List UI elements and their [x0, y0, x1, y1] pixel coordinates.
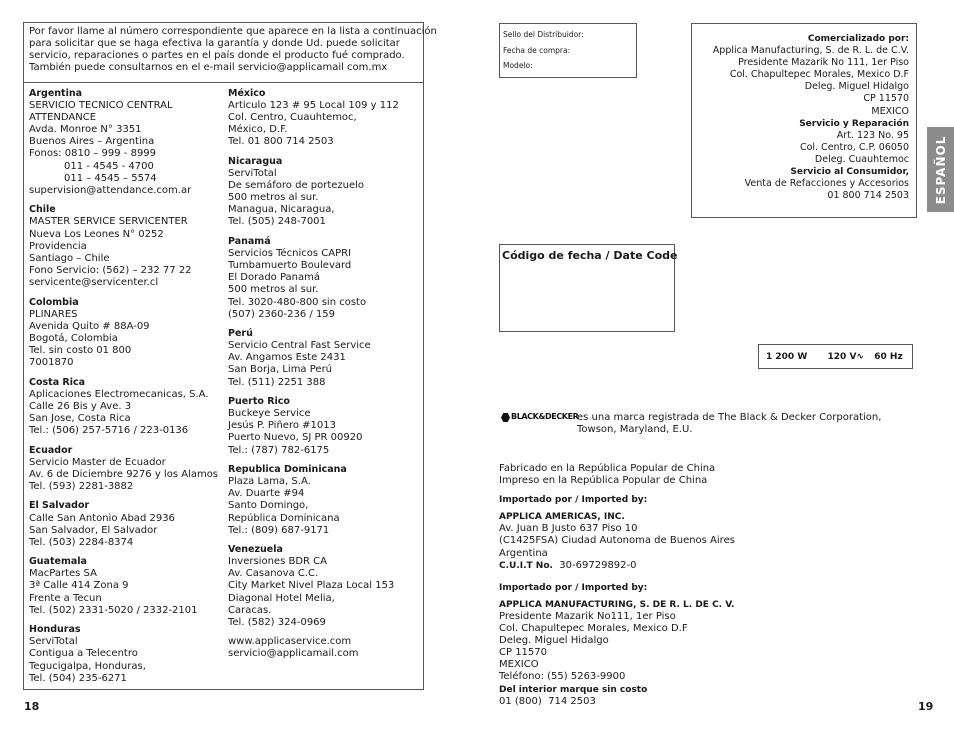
service-center-entry	[228, 236, 423, 321]
importer2-address: Deleg. Miguel Hidalgo	[499, 635, 609, 647]
service-center-line: Caracas.	[228, 604, 272, 616]
commercializer-line: CP 11570	[863, 93, 909, 105]
country-heading: El Salvador	[29, 500, 90, 512]
service-center-entry	[228, 156, 423, 229]
service-center-line: Servicios Técnicos CAPRI	[228, 248, 352, 260]
service-center-line: Col. Centro, Cuauhtemoc,	[228, 112, 357, 124]
service-center-line: Tel. sin costo 01 800	[29, 344, 132, 356]
importer2-address: MEXICO	[499, 659, 539, 671]
service-center-line: El Dorado Panamá	[228, 272, 321, 284]
service-center-entry	[29, 204, 224, 289]
importer1-address: Av. Juan B Justo 637 Piso 10	[499, 523, 638, 535]
service-center-line: Tel. (511) 2251 388	[228, 376, 326, 388]
service-center-line: México, D.F.	[228, 124, 288, 136]
commercializer-line: Venta de Refacciones y Accesorios	[744, 178, 909, 190]
service-center-line: Nueva Los Leones N° 0252	[29, 228, 164, 240]
service-center-line: Calle 26 Bis y Ave. 3	[29, 400, 132, 412]
page-number-left: 18	[24, 700, 40, 713]
commercializer-line: Applica Manufacturing, S. de R. L. de C.V.	[712, 45, 909, 57]
service-center-entry	[228, 396, 423, 456]
importer2-label: Importado por / Imported by:	[499, 582, 648, 593]
service-center-line: Tel. (505) 248-7001	[228, 216, 326, 228]
importer2-address: CP 11570	[499, 647, 548, 659]
service-center-line: ATTENDANCE	[29, 112, 97, 124]
service-center-line: Tel. (593) 2281-3882	[29, 480, 134, 492]
service-center-line: San Jose, Costa Rica	[29, 412, 131, 424]
country-heading: Argentina	[29, 88, 83, 99]
service-center-line: Inversiones BDR CA	[228, 556, 327, 568]
service-center-entry	[29, 445, 224, 493]
made-in-line: Fabricado en la República Popular de China	[499, 463, 716, 474]
service-center-entry	[228, 88, 423, 148]
commercializer-line: Col. Centro, C.P. 06050	[799, 141, 909, 153]
intro-divider	[23, 82, 424, 83]
service-center-entry	[29, 500, 224, 548]
service-center-entry	[29, 297, 224, 370]
service-center-line: San Borja, Lima Perú	[228, 364, 333, 376]
importer1-name: APPLICA AMERICAS, INC.	[499, 512, 625, 523]
service-center-line: Avenida Quito # 88A-09	[29, 320, 150, 332]
intro-line: También puede consultarnos en el e-mail servicio@applicamail com.mx	[29, 62, 388, 74]
service-center-line: Plaza Lama, S.A.	[228, 476, 311, 488]
service-center-line: Fonos: 0810 – 999 - 8999	[29, 148, 157, 160]
service-center-line: (507) 2360-236 / 159	[228, 308, 336, 320]
country-heading: Perú	[228, 328, 253, 340]
service-center-line: Aplicaciones Electromecanicas, S.A.	[29, 388, 209, 400]
service-list-middle-column	[228, 88, 423, 661]
country-heading: Ecuador	[29, 444, 73, 456]
service-center-line: De semáforo de portezuelo	[228, 180, 365, 192]
country-heading: Panamá	[228, 236, 271, 248]
dealer-stamp-label: Sello del Distribuidor:	[503, 30, 584, 39]
brand-logo-text: BLACK&DECKER	[511, 412, 579, 422]
importer2-address: Presidente Mazarik No111, 1er Piso	[499, 610, 676, 622]
toll-free-label: Del interior marque sin costo	[499, 684, 648, 695]
service-center-line: Tel.: (809) 687-9171	[228, 524, 330, 536]
rating-watts: 1 200 W	[766, 352, 808, 362]
rating-hz: 60 Hz	[874, 352, 903, 362]
service-center-line: PLINARES	[29, 308, 78, 320]
service-center-line: 500 metros al sur.	[228, 284, 319, 296]
service-center-line: Tel.: (506) 257-5716 / 223-0136	[29, 424, 189, 436]
intro-line: Por favor llame al número correspondiente que aparece en la lista a continuación	[29, 26, 437, 37]
black-decker-logo	[501, 412, 578, 423]
service-center-line: ServiTotal	[29, 636, 78, 648]
importer1-address: Argentina	[499, 547, 548, 559]
country-heading: Republica Dominicana	[228, 464, 347, 476]
service-center-entry	[228, 544, 423, 629]
service-center-line: Diagonal Hotel Melia,	[228, 592, 335, 604]
service-center-line: Buckeye Service	[228, 408, 311, 420]
service-center-line: Jesús P. Piñero #1013	[228, 420, 336, 432]
service-center-entry	[29, 624, 224, 684]
service-list-left-column	[29, 88, 224, 692]
service-center-line: Tel. (502) 2331-5020 / 2332-2101	[29, 604, 198, 616]
service-center-line: Santiago – Chile	[29, 252, 110, 264]
commercializer-heading: Servicio al Consumidor,	[790, 167, 909, 178]
service-center-line: Puerto Nuevo, SJ PR 00920	[228, 432, 363, 444]
country-heading: México	[228, 88, 266, 99]
cuit-line	[499, 560, 879, 572]
language-tab-label: ESPAÑOL	[933, 135, 948, 204]
service-center-line: Bogotá, Colombia	[29, 332, 118, 344]
commercializer-heading: Comercializado por:	[807, 34, 909, 44]
country-heading: Puerto Rico	[228, 396, 290, 408]
service-center-line: 3ª Calle 414 Zona 9	[29, 580, 129, 592]
service-center-line: 011 - 4545 - 4700	[29, 160, 154, 172]
dealer-stamp-fields	[503, 27, 584, 74]
commercializer-line: Deleg. Miguel Hidalgo	[804, 81, 909, 93]
service-center-line: Av. Duarte #94	[228, 488, 305, 500]
service-center-line: Tumbamuerto Boulevard	[228, 260, 352, 272]
service-center-line: 7001870	[29, 356, 74, 368]
service-center-line: MacPartes SA	[29, 568, 97, 580]
cuit-label: C.U.I.T No.	[499, 560, 553, 571]
service-center-line: República Dominicana	[228, 512, 340, 524]
ac-symbol-icon: ∿	[856, 352, 864, 362]
service-center-line: Tel. (503) 2284-8374	[29, 536, 134, 548]
language-tab	[927, 127, 954, 212]
email-link[interactable]: servicio@applicamail.com	[228, 648, 359, 660]
service-center-line: Servicio Master de Ecuador	[29, 456, 166, 468]
commercializer-line: 01 800 714 2503	[827, 190, 909, 202]
service-center-line: Articulo 123 # 95 Local 109 y 112	[228, 100, 399, 112]
service-center-line: 011 – 4545 – 5574	[29, 172, 157, 184]
service-center-entry	[29, 377, 224, 437]
importer2-phone: Teléfono: (55) 5263-9900	[499, 671, 626, 683]
service-center-line: servicente@servicenter.cl	[29, 276, 159, 288]
model-label: Modelo:	[503, 61, 533, 70]
service-center-line: SERVICIO TECNICO CENTRAL	[29, 100, 173, 112]
service-center-line: Providencia	[29, 240, 87, 252]
commercializer-line: Col. Chapultepec Morales, Mexico D.F	[729, 69, 909, 81]
service-center-line: San Salvador, El Salvador	[29, 524, 158, 536]
service-center-line: Buenos Aires – Argentina	[29, 136, 155, 148]
country-heading: Honduras	[29, 624, 81, 636]
service-center-line: Santo Domingo,	[228, 500, 309, 512]
date-code-label: Código de fecha / Date Code	[502, 249, 678, 262]
service-center-line: Av. 6 de Diciembre 9276 y los Alamos	[29, 468, 219, 480]
service-center-entry	[29, 556, 224, 616]
rating-volts: 120 V	[827, 352, 857, 362]
website-link[interactable]: www.applicaservice.com	[228, 636, 352, 648]
commercializer-line: Presidente Mazarik No 111, 1er Piso	[738, 57, 909, 69]
toll-free-phone: 01 (800) 714 2503	[499, 695, 596, 707]
service-center-line: Tel. 3020-480-800 sin costo	[228, 296, 367, 308]
service-center-line: Tel.: (787) 782-6175	[228, 444, 330, 456]
service-center-line: Managua, Nicaragua,	[228, 204, 335, 216]
trademark-line: Towson, Maryland, E.U.	[577, 424, 693, 436]
service-center-line: Calle San Antonio Abad 2936	[29, 512, 175, 524]
country-heading: Chile	[29, 204, 56, 216]
service-center-line: Frente a Tecun	[29, 592, 102, 604]
service-center-entry	[29, 88, 224, 197]
commercializer-line: Deleg. Cuauhtemoc	[814, 153, 909, 165]
commercializer-line: MEXICO	[871, 105, 909, 117]
service-center-line: Tel. (504) 235-6271	[29, 672, 127, 684]
intro-paragraph	[29, 26, 437, 74]
service-center-line: Contigua a Telecentro	[29, 648, 138, 660]
service-center-line: Servicio Central Fast Service	[228, 340, 371, 352]
commercializer-heading: Servicio y Reparación	[799, 118, 909, 129]
printed-in-line: Impreso en la República Popular de China	[499, 475, 708, 487]
importer2-name: APPLICA MANUFACTURING, S. DE R. L. DE C. V.	[499, 599, 735, 610]
rating-values	[766, 351, 903, 363]
service-center-line: Av. Casanova C.C.	[228, 568, 319, 580]
country-heading: Costa Rica	[29, 376, 86, 388]
intro-line: servicio, reparaciones o partes en el país donde el producto fué comprado.	[29, 50, 405, 62]
importer1-label: Importado por / Imported by:	[499, 495, 648, 506]
service-center-line: Av. Angamos Este 2431	[228, 352, 346, 364]
commercializer-line: Art. 123 No. 95	[836, 129, 909, 141]
purchase-date-label: Fecha de compra:	[503, 45, 571, 55]
page-number-right: 19	[918, 700, 934, 713]
country-heading: Guatemala	[29, 556, 87, 568]
intro-line: para solicitar que se haga efectiva la garantía y donde Ud. puede solicitar	[29, 38, 400, 50]
service-center-entry	[228, 328, 423, 388]
country-heading: Venezuela	[228, 544, 283, 556]
importer2-address: Col. Chapultepec Morales, Mexico D.F	[499, 623, 688, 635]
service-center-line: Avda. Monroe N° 3351	[29, 124, 142, 136]
service-center-line: 500 metros al sur.	[228, 192, 319, 204]
country-heading: Nicaragua	[228, 155, 283, 167]
hexagon-icon	[501, 413, 510, 422]
service-center-line: ServiTotal	[228, 168, 277, 180]
trademark-notice	[577, 412, 881, 436]
service-center-line: supervision@attendance.com.ar	[29, 184, 192, 196]
importer-section	[499, 463, 879, 708]
country-heading: Colombia	[29, 296, 79, 308]
service-center-line: Tegucigalpa, Honduras,	[29, 660, 146, 672]
service-center-line: Tel. (582) 324-0969	[228, 616, 326, 628]
importer1-address: (C1425FSA) Ciudad Autonoma de Buenos Aires	[499, 535, 735, 547]
commercializer-info	[696, 33, 909, 202]
service-center-line: Tel. 01 800 714 2503	[228, 136, 334, 148]
cuit-value: 30-69729892-0	[559, 559, 637, 571]
service-center-line: MASTER SERVICE SERVICENTER	[29, 216, 188, 228]
service-center-line: Fono Servicio: (562) – 232 77 22	[29, 264, 192, 276]
service-center-line: City Market Nivel Plaza Local 153	[228, 580, 395, 592]
service-center-entry	[228, 464, 423, 537]
trademark-line: es una marca registrada de The Black & Decker Corporation,	[577, 412, 882, 423]
